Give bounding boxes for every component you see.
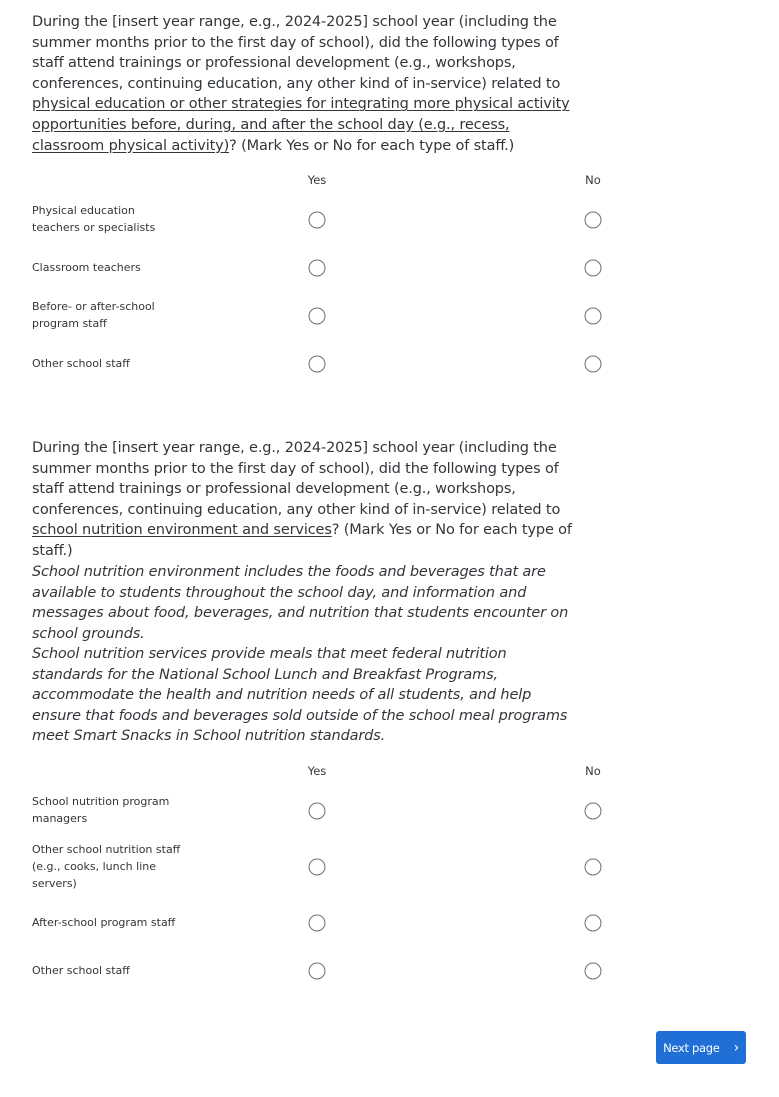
q1-row-label: Classroom teachers: [32, 261, 141, 274]
q1-row2-yes-radio[interactable]: [309, 260, 326, 277]
q1-row-label: Other school staff: [32, 357, 130, 370]
q2-row4-no-radio[interactable]: [585, 963, 602, 980]
question-1-topic-link: physical education or other strategies for integrating more physical activity opportunities before, during, and after the school day (e.g., recess, classroom physical activity): [32, 96, 570, 154]
q1-no-column-header: No: [585, 173, 601, 187]
q2-row3-no-radio[interactable]: [585, 915, 602, 932]
q2-row1-no-radio[interactable]: [585, 803, 602, 820]
q1-row3-no-radio[interactable]: [585, 308, 602, 325]
question-1-text-a: During the [insert year range, e.g., 2024-2025] school year (including the summer months prior to the first day of school), did the following types of staff attend trainings or professional development (e.g., workshops, conferences, continuing education, any other kind of in-service) related to: [32, 14, 561, 92]
q1-yes-column-header: Yes: [307, 173, 327, 187]
q2-row4-yes-radio[interactable]: [309, 963, 326, 980]
q2-row1-yes-radio[interactable]: [309, 803, 326, 820]
q1-row4-no-radio[interactable]: [585, 356, 602, 373]
q1-row3-yes-radio[interactable]: [309, 308, 326, 325]
chevron-right-icon: ›: [733, 1039, 739, 1056]
q2-row2-yes-radio[interactable]: [309, 859, 326, 876]
q2-no-column-header: No: [585, 764, 601, 778]
q1-row-label: Physical education teachers or specialists: [32, 204, 156, 234]
q2-row-label: Other school staff: [32, 964, 130, 977]
q2-yes-column-header: Yes: [307, 764, 327, 778]
question-2-text-a: During the [insert year range, e.g., 2024-2025] school year (including the summer months prior to the first day of school), did the following types of staff attend trainings or professional development (e.g., workshops, conferences, continuing education, any other kind of in-service) related to: [32, 440, 561, 518]
nutrition-services-note: School nutrition services provide meals that meet federal nutrition standards for the National School Lunch and Breakfast Programs, accommodate the health and nutrition needs of all students, and help ensure that foods and beverages sold outside of the school meal programs meet Smart Snacks in School nutrition standards.: [32, 646, 568, 745]
question-1-text-b: ? (Mark Yes or No for each type of staff.): [229, 137, 515, 154]
q1-row1-yes-radio[interactable]: [309, 212, 326, 229]
q2-row-label: Other school nutrition staff (e.g., cooks, lunch line servers): [32, 843, 181, 890]
question-1-text: [32, 12, 577, 156]
q2-row-label: After-school program staff: [32, 916, 176, 929]
q2-row3-yes-radio[interactable]: [309, 915, 326, 932]
question-2-text-b: ? (Mark Yes or No for each type of staff.): [32, 522, 572, 559]
q2-row2-no-radio[interactable]: [585, 859, 602, 876]
q1-row-label: Before- or after-school program staff: [32, 300, 155, 330]
question-2-text: [32, 438, 577, 562]
q1-row2-no-radio[interactable]: [585, 260, 602, 277]
q1-row1-no-radio[interactable]: [585, 212, 602, 229]
q1-row4-yes-radio[interactable]: [309, 356, 326, 373]
next-page-label: Next page: [663, 1040, 720, 1055]
q2-row-label: School nutrition program managers: [32, 795, 170, 825]
nutrition-environment-note: School nutrition environment includes the foods and beverages that are available to students throughout the school day, and information and messages about food, beverages, and nutrition that students encounter on school grounds.: [32, 564, 569, 642]
next-page-button[interactable]: [656, 1031, 746, 1064]
question-2-topic-link: school nutrition environment and services: [32, 522, 332, 539]
